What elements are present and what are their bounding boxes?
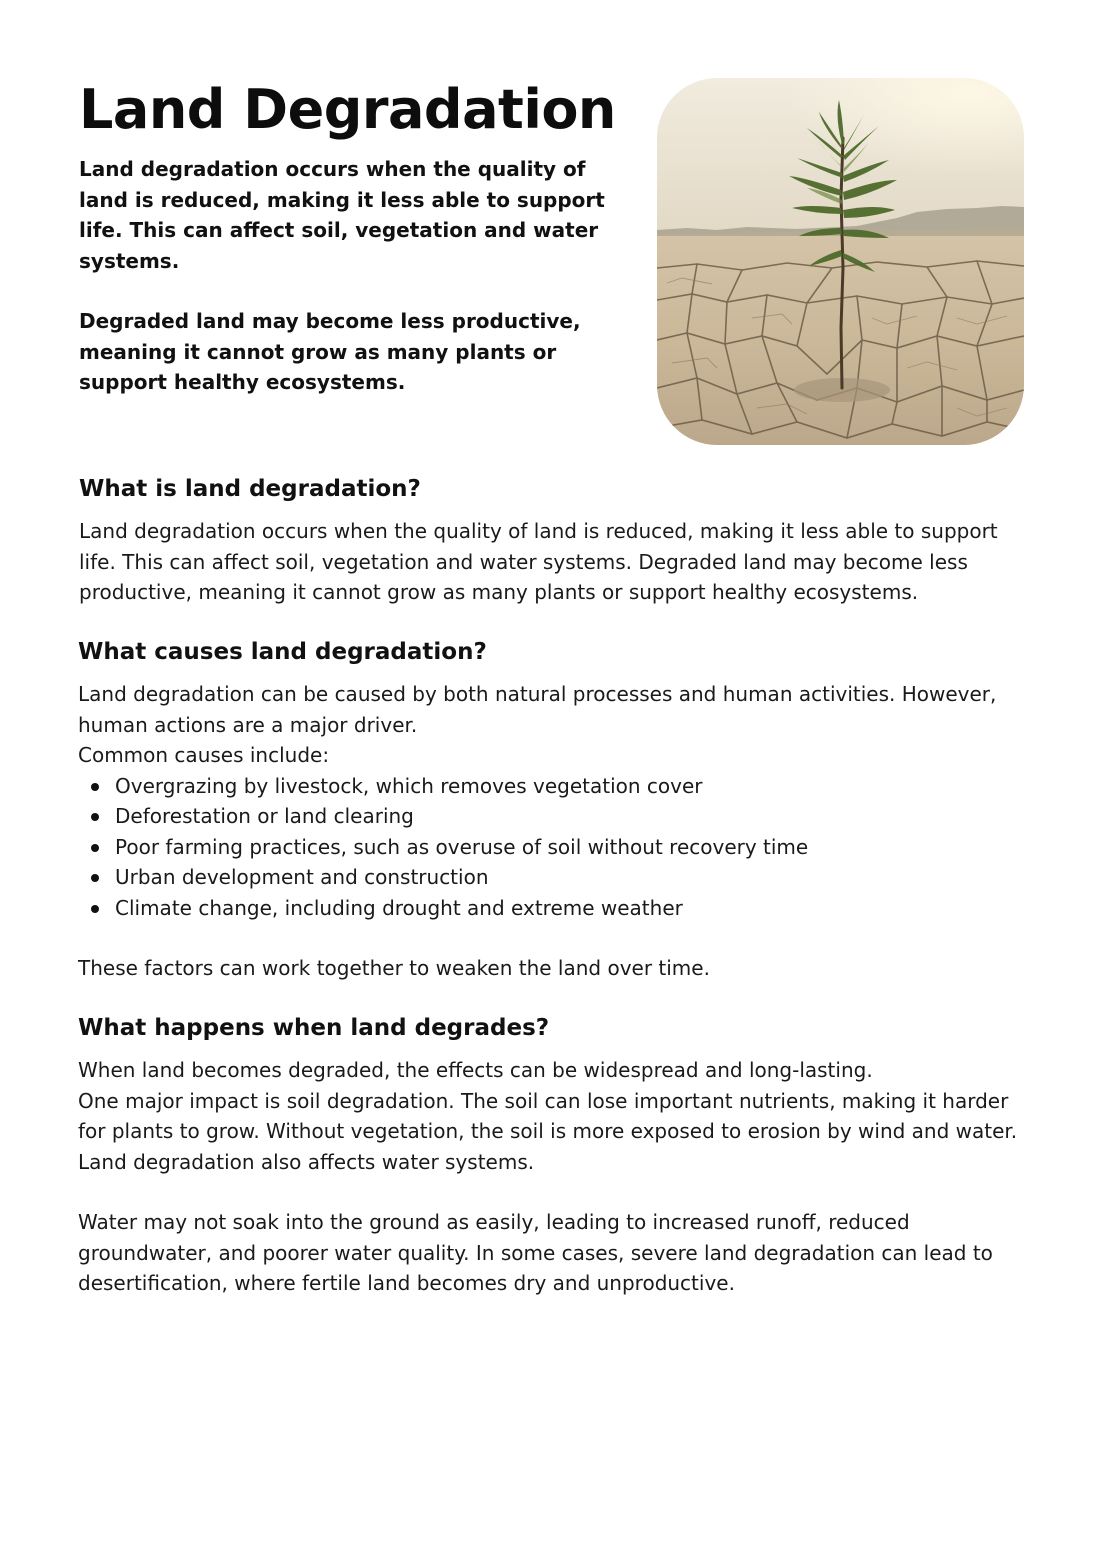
list-item: Deforestation or land clearing [115, 801, 1028, 832]
causes-list-intro: Common causes include: [78, 743, 330, 767]
section-causes-body: Land degradation can be caused by both natural processes and human activities. However, human actions are a major driver. [78, 682, 997, 737]
sapling-in-cracked-earth-photo [657, 78, 1024, 445]
effects-paragraph-2: Water may not soak into the ground as easily, leading to increased runoff, reduced groundwater, and poorer water quality. In some cases, severe land degradation can lead to desertification, where fertile land becomes dry and unproductive. [78, 1210, 993, 1295]
section-heading-causes: What causes land degradation? [78, 639, 487, 665]
list-item: Poor farming practices, such as overuse of soil without recovery time [115, 832, 1028, 863]
intro-paragraph-2: Degraded land may become less productive, meaning it cannot grow as many plants or support healthy ecosystems. [79, 309, 581, 394]
causes-list [78, 771, 1028, 924]
section-what-is-body: Land degradation occurs when the quality of land is reduced, making it less able to support life. This can affect soil, vegetation and water systems. Degraded land may become less productive, meaning it cannot grow as many plants or support healthy ecosystems. [79, 519, 998, 604]
list-item: Urban development and construction [115, 862, 1028, 893]
page-title: Land Degradation [79, 78, 616, 141]
list-item: Overgrazing by livestock, which removes vegetation cover [115, 771, 1028, 802]
intro-summary [79, 154, 619, 398]
list-item: Climate change, including drought and extreme weather [115, 893, 1028, 924]
effects-paragraph-1: One major impact is soil degradation. The soil can lose important nutrients, making it harder for plants to grow. Without vegetation, the soil is more exposed to erosion by wind and water. Land degradation also affects water systems. [78, 1088, 1018, 1174]
effects-line-1: When land becomes degraded, the effects can be widespread and long-lasting. [78, 1058, 873, 1082]
intro-paragraph-1: Land degradation occurs when the quality of land is reduced, making it less able to support life. This can affect soil, vegetation and water systems. [79, 157, 605, 273]
section-causes [78, 637, 1028, 984]
section-heading-what-is: What is land degradation? [79, 476, 421, 502]
section-heading-effects: What happens when land degrades? [78, 1015, 550, 1041]
causes-closing: These factors can work together to weaken the land over time. [78, 956, 710, 980]
section-what-is [79, 474, 1029, 608]
section-effects [78, 1013, 1028, 1299]
